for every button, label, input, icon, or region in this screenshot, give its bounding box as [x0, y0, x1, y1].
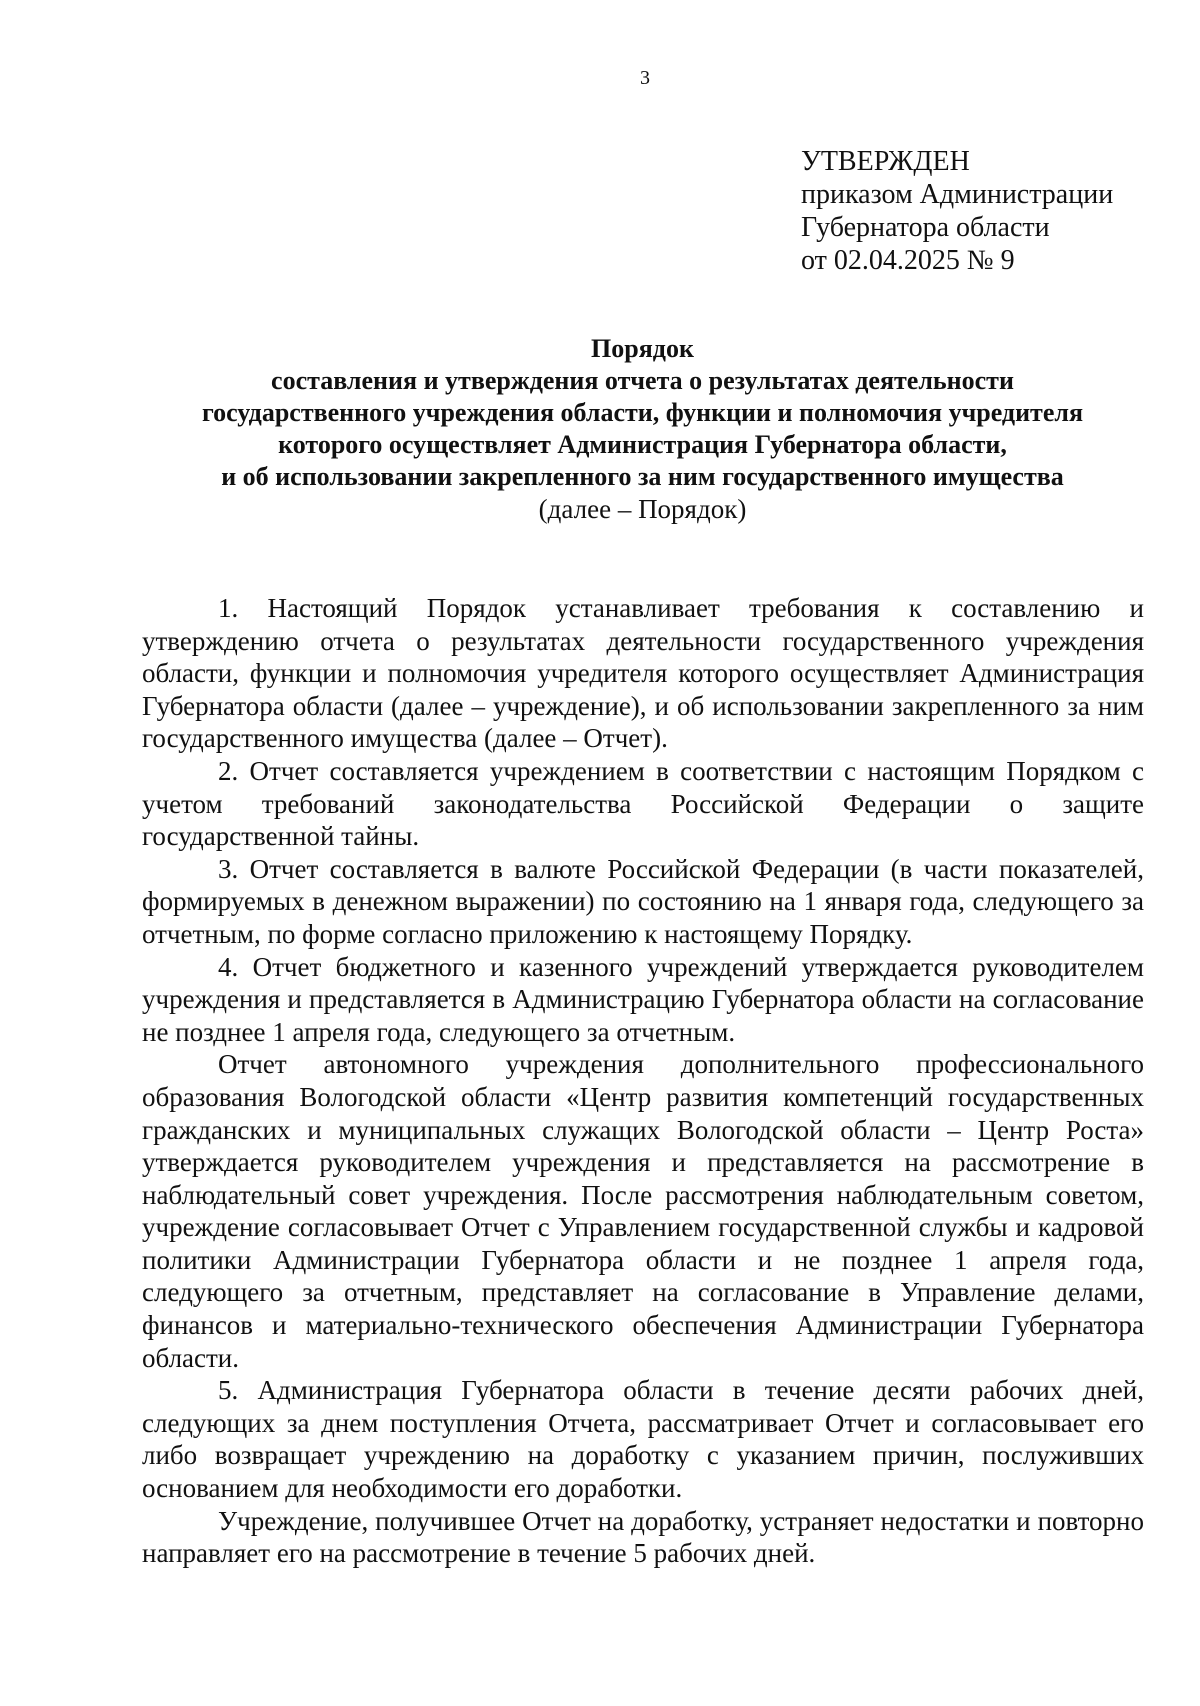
title-line-3: государственного учреждения области, функции и полномочия учредителя [201, 398, 1084, 427]
approval-order-line: приказом Администрации [801, 179, 1114, 210]
title-subtitle: (далее – Порядок) [538, 494, 747, 524]
page-number: 3 [640, 67, 650, 89]
approval-authority-line: Губернатора области [801, 212, 1050, 243]
approval-stamp [801, 145, 1113, 277]
title-line-2: составления и утверждения отчета о результатах деятельности [271, 366, 1014, 395]
paragraph-2: 2. Отчет составляется учреждением в соответствии с настоящим Порядком с учетом требований законодательства Российской Федерации о защите государственной тайны. [142, 755, 1144, 852]
paragraph-4: 4. Отчет бюджетного и казенного учреждений утверждается руководителем учреждения и представляется в Администрацию Губернатора области на согласование не позднее 1 апреля года, следующего за отчетным. [142, 951, 1144, 1047]
title-line-5: и об использовании закрепленного за ним государственного имущества [221, 462, 1064, 491]
document-body [142, 592, 1144, 1570]
paragraph-5: 5. Администрация Губернатора области в течение десяти рабочих дней, следующих за днем поступления Отчета, рассматривает Отчет и согласовывает его либо возвращает учреждению на доработку с указанием причин, послуживших основанием для необходимости его доработки. [142, 1375, 1144, 1504]
paragraph-1: 1. Настоящий Порядок устанавливает требования к составлению и утверждению отчета о результатах деятельности государственного учреждения области, функции и полномочия учредителя которого осуществляет Администрация Губернатора области (далее – учреждение), и об использовании закрепленного за ним государственного имущества (далее – Отчет). [142, 593, 1144, 754]
approval-heading: УТВЕРЖДЕН [801, 146, 970, 177]
title-line-4: которого осуществляет Администрация Губернатора области, [278, 430, 1007, 459]
paragraph-3: 3. Отчет составляется в валюте Российской Федерации (в части показателей, формируемых в денежном выражении) по состоянию на 1 января года, следующего за отчетным, по форме согласно приложению к настоящему Порядку. [142, 853, 1144, 949]
paragraph-5-continuation: Учреждение, получившее Отчет на доработку, устраняет недостатки и повторно направляет его на рассмотрение в течение 5 рабочих дней. [142, 1505, 1144, 1569]
document-title [120, 333, 1165, 525]
title-line-1: Порядок [591, 334, 694, 363]
approval-date-line: от 02.04.2025 № 9 [801, 245, 1015, 276]
paragraph-4-continuation: Отчет автономного учреждения дополнительного профессионального образования Вологодской области «Центр развития компетенций государственных гражданских и муниципальных служащих Вологодской области – Центр Роста» утверждается руководителем учреждения и представляется на рассмотрение в наблюдательный совет учреждения. После рассмотрения наблюдательным советом, учреждение согласовывает Отчет с Управлением государственной службы и кадровой политики Администрации Губернатора области и не позднее 1 апреля года, следующего за отчетным, представляет на согласование в Управление делами, финансов и материально-технического обеспечения Администрации Губернатора области. [142, 1049, 1144, 1373]
